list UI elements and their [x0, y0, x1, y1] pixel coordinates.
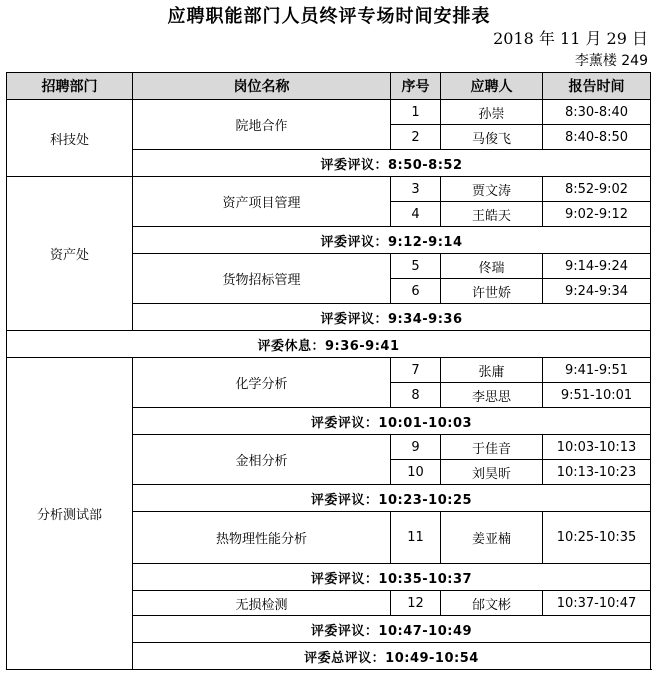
applicant-cell: 孙崇 — [441, 100, 543, 125]
header-time: 报告时间 — [543, 73, 651, 100]
time-cell: 9:51-10:01 — [543, 383, 651, 408]
time-cell: 9:24-9:34 — [543, 279, 651, 304]
time-cell: 8:40-8:50 — [543, 125, 651, 150]
no-cell: 2 — [391, 125, 441, 150]
room-label: 李薰楼 249 — [574, 53, 648, 69]
position-cell: 货物招标管理 — [133, 254, 391, 304]
review-cell: 评委评议：9:34-9:36 — [133, 304, 651, 331]
applicant-cell: 李思思 — [441, 383, 543, 408]
applicant-cell: 许世娇 — [441, 279, 543, 304]
review-cell: 评委评议：8:50-8:52 — [133, 150, 651, 177]
applicant-cell: 于佳音 — [441, 435, 543, 460]
no-cell: 1 — [391, 100, 441, 125]
review-cell: 评委评议：9:12-9:14 — [133, 227, 651, 254]
time-cell: 9:41-9:51 — [543, 358, 651, 383]
time-cell: 8:30-8:40 — [543, 100, 651, 125]
no-cell: 10 — [391, 460, 441, 485]
review-cell: 评委评议：10:35-10:37 — [133, 564, 651, 591]
no-cell: 4 — [391, 202, 441, 227]
applicant-cell: 佟瑞 — [441, 254, 543, 279]
position-cell: 化学分析 — [133, 358, 391, 408]
applicant-cell: 刘昊昕 — [441, 460, 543, 485]
page-title: 应聘职能部门人员终评专场时间安排表 — [167, 6, 491, 27]
time-cell: 10:25-10:35 — [543, 512, 651, 564]
no-cell: 12 — [391, 591, 441, 616]
position-cell: 无损检测 — [133, 591, 391, 616]
time-cell: 9:14-9:24 — [543, 254, 651, 279]
review-cell: 评委评议：10:47-10:49 — [133, 616, 651, 643]
applicant-cell: 姜亚楠 — [441, 512, 543, 564]
applicant-cell: 马俊飞 — [441, 125, 543, 150]
position-cell: 资产项目管理 — [133, 177, 391, 227]
time-cell: 8:52-9:02 — [543, 177, 651, 202]
applicant-cell: 王皓天 — [441, 202, 543, 227]
no-cell: 11 — [391, 512, 441, 564]
header-no: 序号 — [391, 73, 441, 100]
position-cell: 热物理性能分析 — [133, 512, 391, 564]
date-label: 2018 年 11 月 29 日 — [493, 29, 648, 48]
dept-cell: 科技处 — [7, 100, 133, 177]
position-cell: 金相分析 — [133, 435, 391, 485]
table-row — [7, 177, 651, 202]
header-position: 岗位名称 — [133, 73, 391, 100]
no-cell: 5 — [391, 254, 441, 279]
header-applicant: 应聘人 — [441, 73, 543, 100]
time-cell: 10:13-10:23 — [543, 460, 651, 485]
table-header-row — [7, 73, 651, 100]
applicant-cell: 贾文涛 — [441, 177, 543, 202]
review-cell: 评委评议：10:23-10:25 — [133, 485, 651, 512]
header-dept: 招聘部门 — [7, 73, 133, 100]
break-cell: 评委休息：9:36-9:41 — [7, 331, 651, 358]
no-cell: 7 — [391, 358, 441, 383]
time-cell: 10:03-10:13 — [543, 435, 651, 460]
applicant-cell: 邰文彬 — [441, 591, 543, 616]
schedule-table — [6, 72, 651, 670]
time-cell: 9:02-9:12 — [543, 202, 651, 227]
no-cell: 8 — [391, 383, 441, 408]
no-cell: 3 — [391, 177, 441, 202]
table-row — [7, 358, 651, 383]
time-cell: 10:37-10:47 — [543, 591, 651, 616]
review-cell: 评委评议：10:01-10:03 — [133, 408, 651, 435]
table-row — [7, 100, 651, 125]
position-cell: 院地合作 — [133, 100, 391, 150]
final-review-cell: 评委总评议：10:49-10:54 — [133, 643, 651, 670]
dept-cell: 分析测试部 — [7, 358, 133, 670]
no-cell: 9 — [391, 435, 441, 460]
no-cell: 6 — [391, 279, 441, 304]
applicant-cell: 张庸 — [441, 358, 543, 383]
table-row — [7, 331, 651, 358]
dept-cell: 资产处 — [7, 177, 133, 331]
